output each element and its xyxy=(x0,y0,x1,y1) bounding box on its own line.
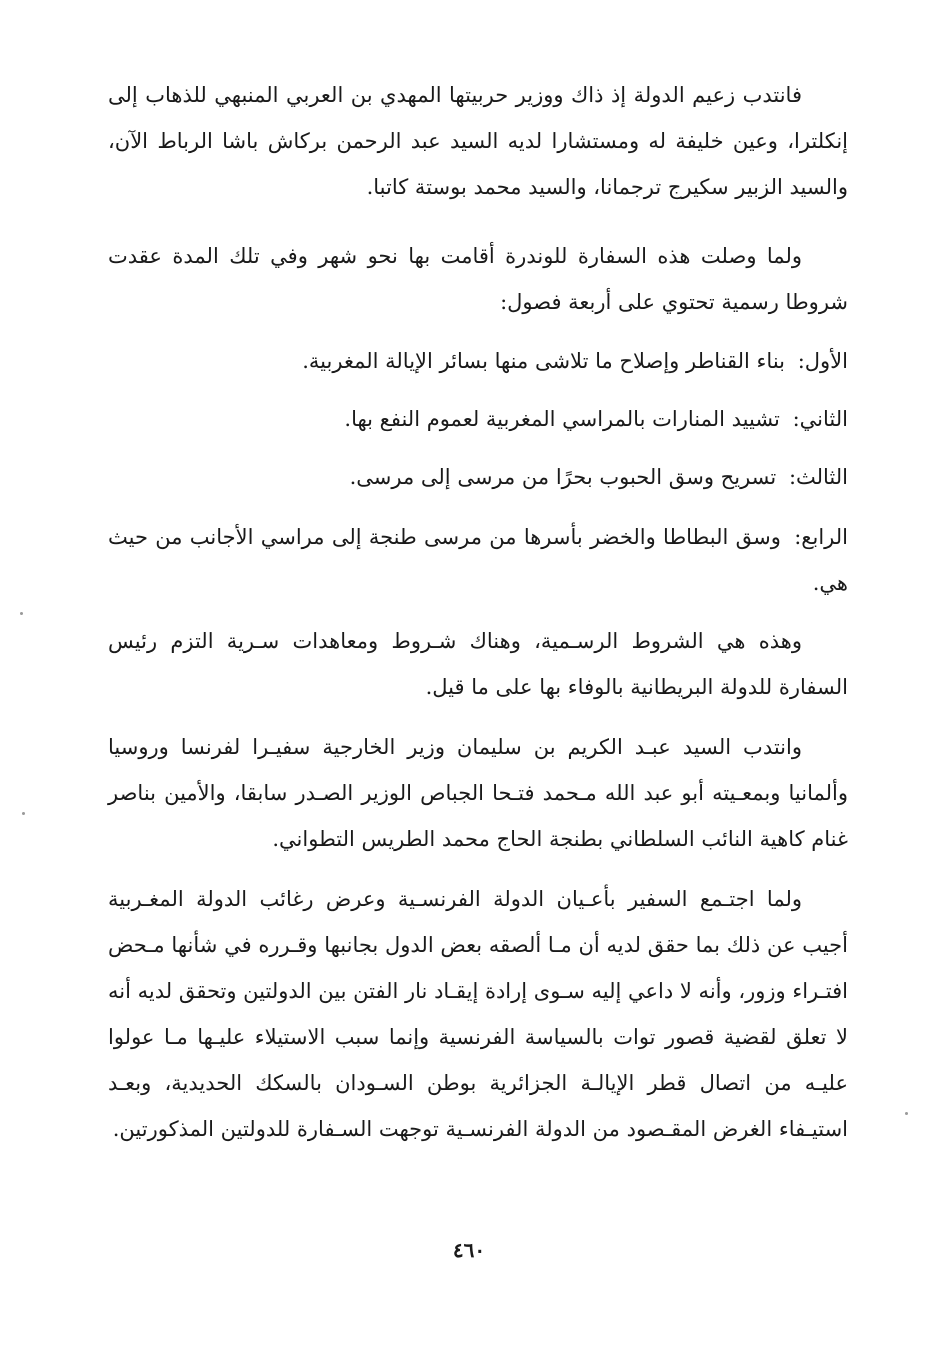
paragraph-envoy-france: وانتدب السيد عبـد الكريم بن سليمان وزير الخارجية سفيـرا لفرنسا وروسيا وألمانيا وبمعـيته أبو عبد الله مـحمد فتـحا الجباص الوزير الصـدر سابقا، والأمين بناصر غنام كاهية النائب السلطاني بطنجة الحاج محمد الطريس التطواني. xyxy=(108,735,848,851)
clause-label: الثالث: xyxy=(788,465,848,489)
clause-first xyxy=(108,338,848,384)
clause-text: بناء القناطر وإصلاح ما تلاشى منها بسائر الإيالة المغربية. xyxy=(302,349,786,373)
clause-second xyxy=(108,396,848,442)
paragraph-embassy-london: ولما وصلت هذه السفارة للوندرة أقامت بها نحو شهر وفي تلك المدة عقدت شروطا رسمية تحتوي على أربعة فصول: xyxy=(108,244,848,314)
clause-label: الرابع: xyxy=(794,525,848,549)
clause-text: تشييد المنارات بالمراسي المغربية لعموم النفع بها. xyxy=(344,407,780,431)
paragraph-ambassador-meeting: ولما اجتـمع السفير بأعـيان الدولة الفرنسـية وعرض رغائب الدولة المغـربية أجيب عن ذلك بما حقق لديه أن مـا ألصقه بعض الدول بجانبها وقـرره في شأنها مـحض افتـراء وزور، وأنه لا داعي إليه سـوى إرادة إيقـاد نار الفتن بين الدولتين وتحقق لديه أنه لا تعلق لقضية قصور توات بالسياسة الفرنسية وإنما سبب الاستيلاء عليـها مـا عولوا عليـه من اتصال قطر الإيالـة الجزائرية بوطن السـودان بالسكك الحديدية، وبعـد استيـفاء الغرض المقـصود من الدولة الفرنسـية توجهت السـفارة للدولتين المذكورتين. xyxy=(108,887,848,1141)
page-number: ٤٦٠ xyxy=(452,1238,486,1262)
clause-fourth xyxy=(108,514,848,606)
clause-third xyxy=(108,454,848,500)
paragraph-envoy-england: فانتدب زعيم الدولة إذ ذاك ووزير حربيتها المهدي بن العربي المنبهي للذهاب إلى إنكلترا، وعين خليفة له ومستشارا لديه السيد عبد الرحمن بركاش باشا الرباط الآن، والسيد الزبير سكيرج ترجمانا، والسيد محمد بوستة كاتبا. xyxy=(108,83,848,199)
clause-text: وسق البطاطا والخضر بأسرها من مرسى طنجة إلى مراسي الأجانب من حيث هي. xyxy=(108,525,848,595)
scan-speck xyxy=(905,1112,908,1115)
scan-speck xyxy=(22,812,25,815)
clause-label: الأول: xyxy=(797,349,848,373)
paragraph-official-terms: وهذه هي الشروط الرسـمية، وهناك شـروط ومعاهدات سـرية التزم رئيس السفارة للدولة البريطانية بالوفاء بها على ما قيل. xyxy=(108,629,848,699)
clause-label: الثاني: xyxy=(792,407,848,431)
clause-text: تسريح وسق الحبوب بحرًا من مرسى إلى مرسى. xyxy=(349,465,777,489)
scan-speck xyxy=(20,612,23,615)
